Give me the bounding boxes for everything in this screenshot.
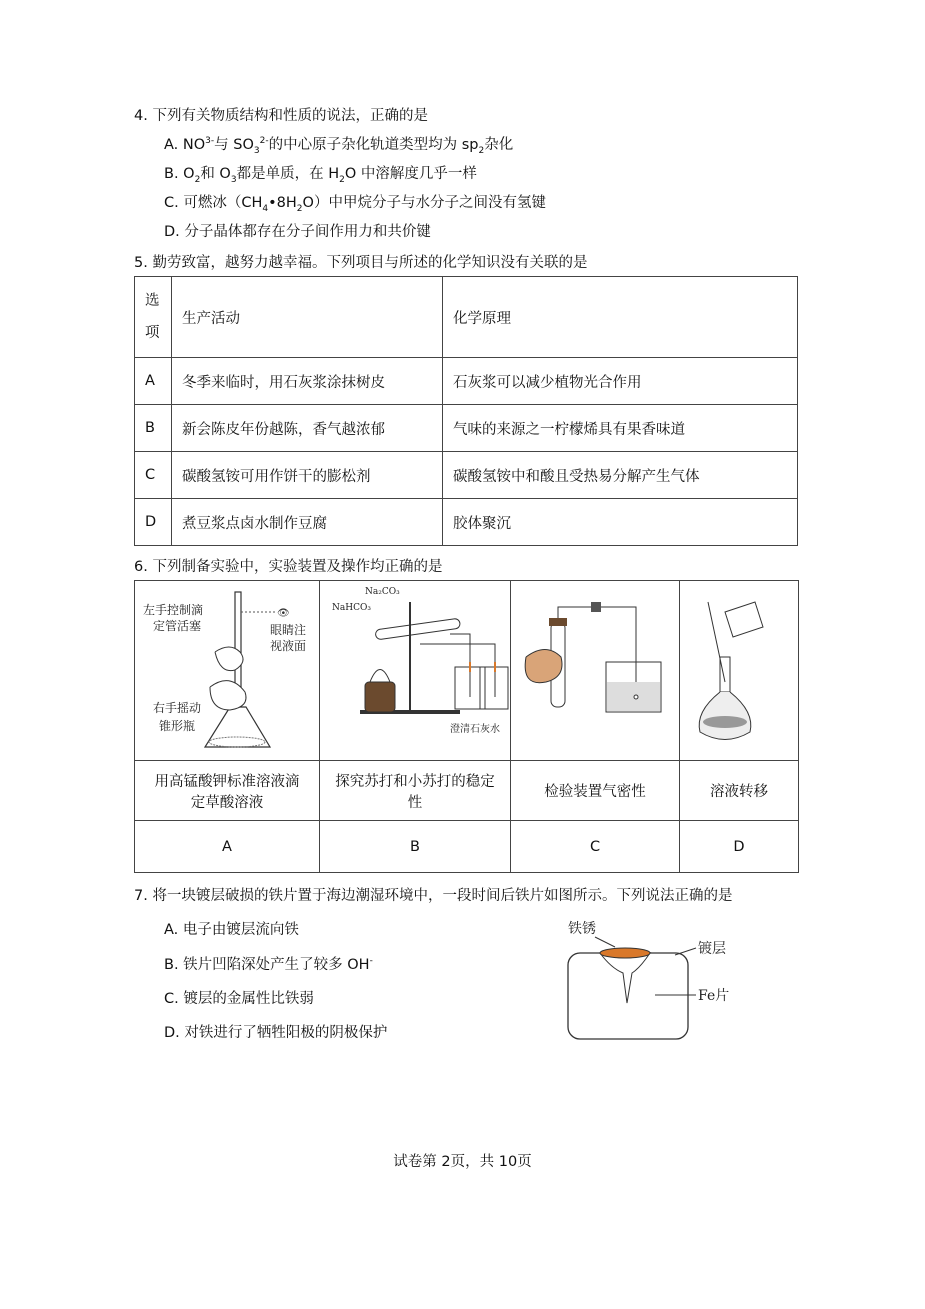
q4-a-sup2: 2- — [259, 136, 269, 147]
fig-b-limewater: 澄清石灰水 — [450, 723, 500, 735]
q4-b-p3: 3 — [230, 174, 237, 185]
fig-a-label-l1: 左手控制滴 — [143, 602, 204, 617]
table-row — [135, 499, 798, 546]
q5-header-xiang: 项 — [145, 325, 160, 341]
q4-b-p1: 2 — [194, 174, 201, 185]
q6-letter-d: D — [680, 821, 799, 873]
q6-caption-a — [135, 761, 320, 821]
q4-a-post: 的中心原子杂化轨道类型均为 sp — [268, 137, 479, 153]
page-footer: 试卷第 2页，共 10页 — [393, 1154, 532, 1170]
titration-diagram — [135, 582, 319, 760]
q4-a-sup1: 3- — [205, 136, 215, 147]
q6-cap-a-l1: 用高锰酸钾标准溶液滴 — [154, 773, 300, 790]
fig-a-label-b1: 右手摇动 — [153, 700, 202, 715]
q7-b-sup: - — [369, 956, 373, 967]
q5-stem: 5. 勤劳致富，越努力越幸福。下列项目与所述的化学知识没有关联的是 — [134, 255, 588, 271]
q5-row-c-principle: 碳酸氢铵中和酸且受热易分解产生气体 — [443, 452, 798, 499]
q4-option-d: D. 分子晶体都存在分子间作用力和共价键 — [164, 224, 431, 240]
table-row — [135, 405, 798, 452]
q4-b-p6: O 中溶解度几乎一样 — [344, 166, 477, 182]
fig7-coat-label: 镀层 — [698, 941, 726, 957]
q4-c-p1: 4 — [262, 203, 269, 214]
q4-stem: 4. 下列有关物质结构和性质的说法，正确的是 — [134, 108, 428, 124]
q5-row-d-activity: 煮豆浆点卤水制作豆腐 — [172, 499, 443, 546]
table-row — [135, 358, 798, 405]
fig7-fe-label: Fe片 — [698, 988, 730, 1004]
q7-option-d: D. 对铁进行了牺牲阳极的阴极保护 — [164, 1025, 388, 1041]
fig7-rust-label: 铁锈 — [568, 921, 596, 937]
q6-cap-b-l2: 性 — [407, 794, 423, 811]
q5-row-d-principle: 胶体聚沉 — [443, 499, 798, 546]
q4-c-p4: O）中甲烷分子与水分子之间没有氢键 — [302, 195, 546, 211]
q5-row-b-activity: 新会陈皮年份越陈，香气越浓郁 — [172, 405, 443, 452]
q6-figure-row — [135, 581, 799, 761]
q5-row-a-principle: 石灰浆可以减少植物光合作用 — [443, 358, 798, 405]
q4-b-p2: 和 O — [200, 166, 231, 182]
q6-figure-b — [320, 581, 511, 761]
q6-caption-b — [320, 761, 511, 821]
q6-figure-d — [680, 581, 799, 761]
iron-plate-diagram — [560, 915, 760, 1045]
q4-option-a — [164, 133, 513, 156]
q6-cap-b-l1: 探究苏打和小苏打的稳定 — [335, 773, 495, 790]
thermal-stability-diagram — [320, 582, 510, 760]
q4-option-c — [164, 191, 546, 214]
q6-figure-a — [135, 581, 320, 761]
fig-a-label-r2: 视液面 — [270, 638, 307, 653]
q7-option-a: A. 电子由镀层流向铁 — [164, 922, 299, 938]
fig-b-na2co3: Na₂CO₃ — [365, 586, 400, 597]
q5-row-a-activity: 冬季来临时，用石灰浆涂抹树皮 — [172, 358, 443, 405]
q4-b-p0: B. O — [164, 166, 195, 182]
q7-option-c: C. 镀层的金属性比铁弱 — [164, 991, 314, 1007]
q4-a-mid: 与 SO — [214, 137, 254, 153]
rust-patch — [600, 948, 650, 958]
q5-row-a-opt: A — [135, 358, 172, 405]
q5-row-c-opt: C — [135, 452, 172, 499]
solution-transfer-diagram — [680, 582, 798, 760]
q6-caption-c: 检验装置气密性 — [511, 761, 680, 821]
q4-c-p2: •8H — [268, 195, 297, 211]
q6-letter-a: A — [135, 821, 320, 873]
q4-a-end: 杂化 — [484, 137, 514, 153]
q5-header-option — [135, 277, 172, 358]
q4-b-p4: 都是单质，在 H — [236, 166, 340, 182]
q4-a-sub2: 2 — [478, 145, 485, 156]
q6-letter-c: C — [511, 821, 680, 873]
q5-header-xuan: 选 — [145, 293, 160, 309]
q6-letter-b: B — [320, 821, 511, 873]
airtightness-diagram — [511, 582, 679, 760]
q5-header-principle: 化学原理 — [443, 277, 798, 358]
q6-stem: 6. 下列制备实验中，实验装置及操作均正确的是 — [134, 559, 443, 575]
svg-text:👁: 👁 — [277, 607, 290, 619]
q4-a-pre: A. NO — [164, 137, 206, 153]
q7-b-text: B. 铁片凹陷深处产生了较多 OH — [164, 957, 370, 973]
q5-row-c-activity: 碳酸氢铵可用作饼干的膨松剂 — [172, 452, 443, 499]
q5-header-row — [135, 277, 798, 358]
q4-a-sub1: 3 — [253, 145, 260, 156]
q5-table — [134, 276, 798, 546]
q5-row-b-opt: B — [135, 405, 172, 452]
q5-header-activity: 生产活动 — [172, 277, 443, 358]
fig-a-label-b2: 锥形瓶 — [159, 718, 196, 733]
q4-option-b — [164, 162, 477, 185]
q6-table — [134, 580, 799, 873]
table-row — [135, 452, 798, 499]
q4-c-p0: C. 可燃冰（CH — [164, 195, 263, 211]
q5-row-d-opt: D — [135, 499, 172, 546]
q6-caption-d: 溶液转移 — [680, 761, 799, 821]
fig-b-nahco3: NaHCO₃ — [332, 602, 371, 613]
q7-stem: 7. 将一块镀层破损的铁片置于海边潮湿环境中，一段时间后铁片如图所示。下列说法正确的是 — [134, 888, 733, 904]
q6-caption-row — [135, 761, 799, 821]
q6-figure-c — [511, 581, 680, 761]
q4-c-p3: 2 — [296, 203, 303, 214]
q6-cap-a-l2: 定草酸溶液 — [190, 794, 264, 811]
fig-a-label-r1: 眼睛注 — [270, 622, 307, 637]
q6-letter-row — [135, 821, 799, 873]
q4-b-p5: 2 — [339, 174, 345, 185]
fig-a-label-l2: 定管活塞 — [153, 618, 202, 633]
q7-option-b — [164, 953, 373, 974]
q5-row-b-principle: 气味的来源之一柠檬烯具有果香味道 — [443, 405, 798, 452]
